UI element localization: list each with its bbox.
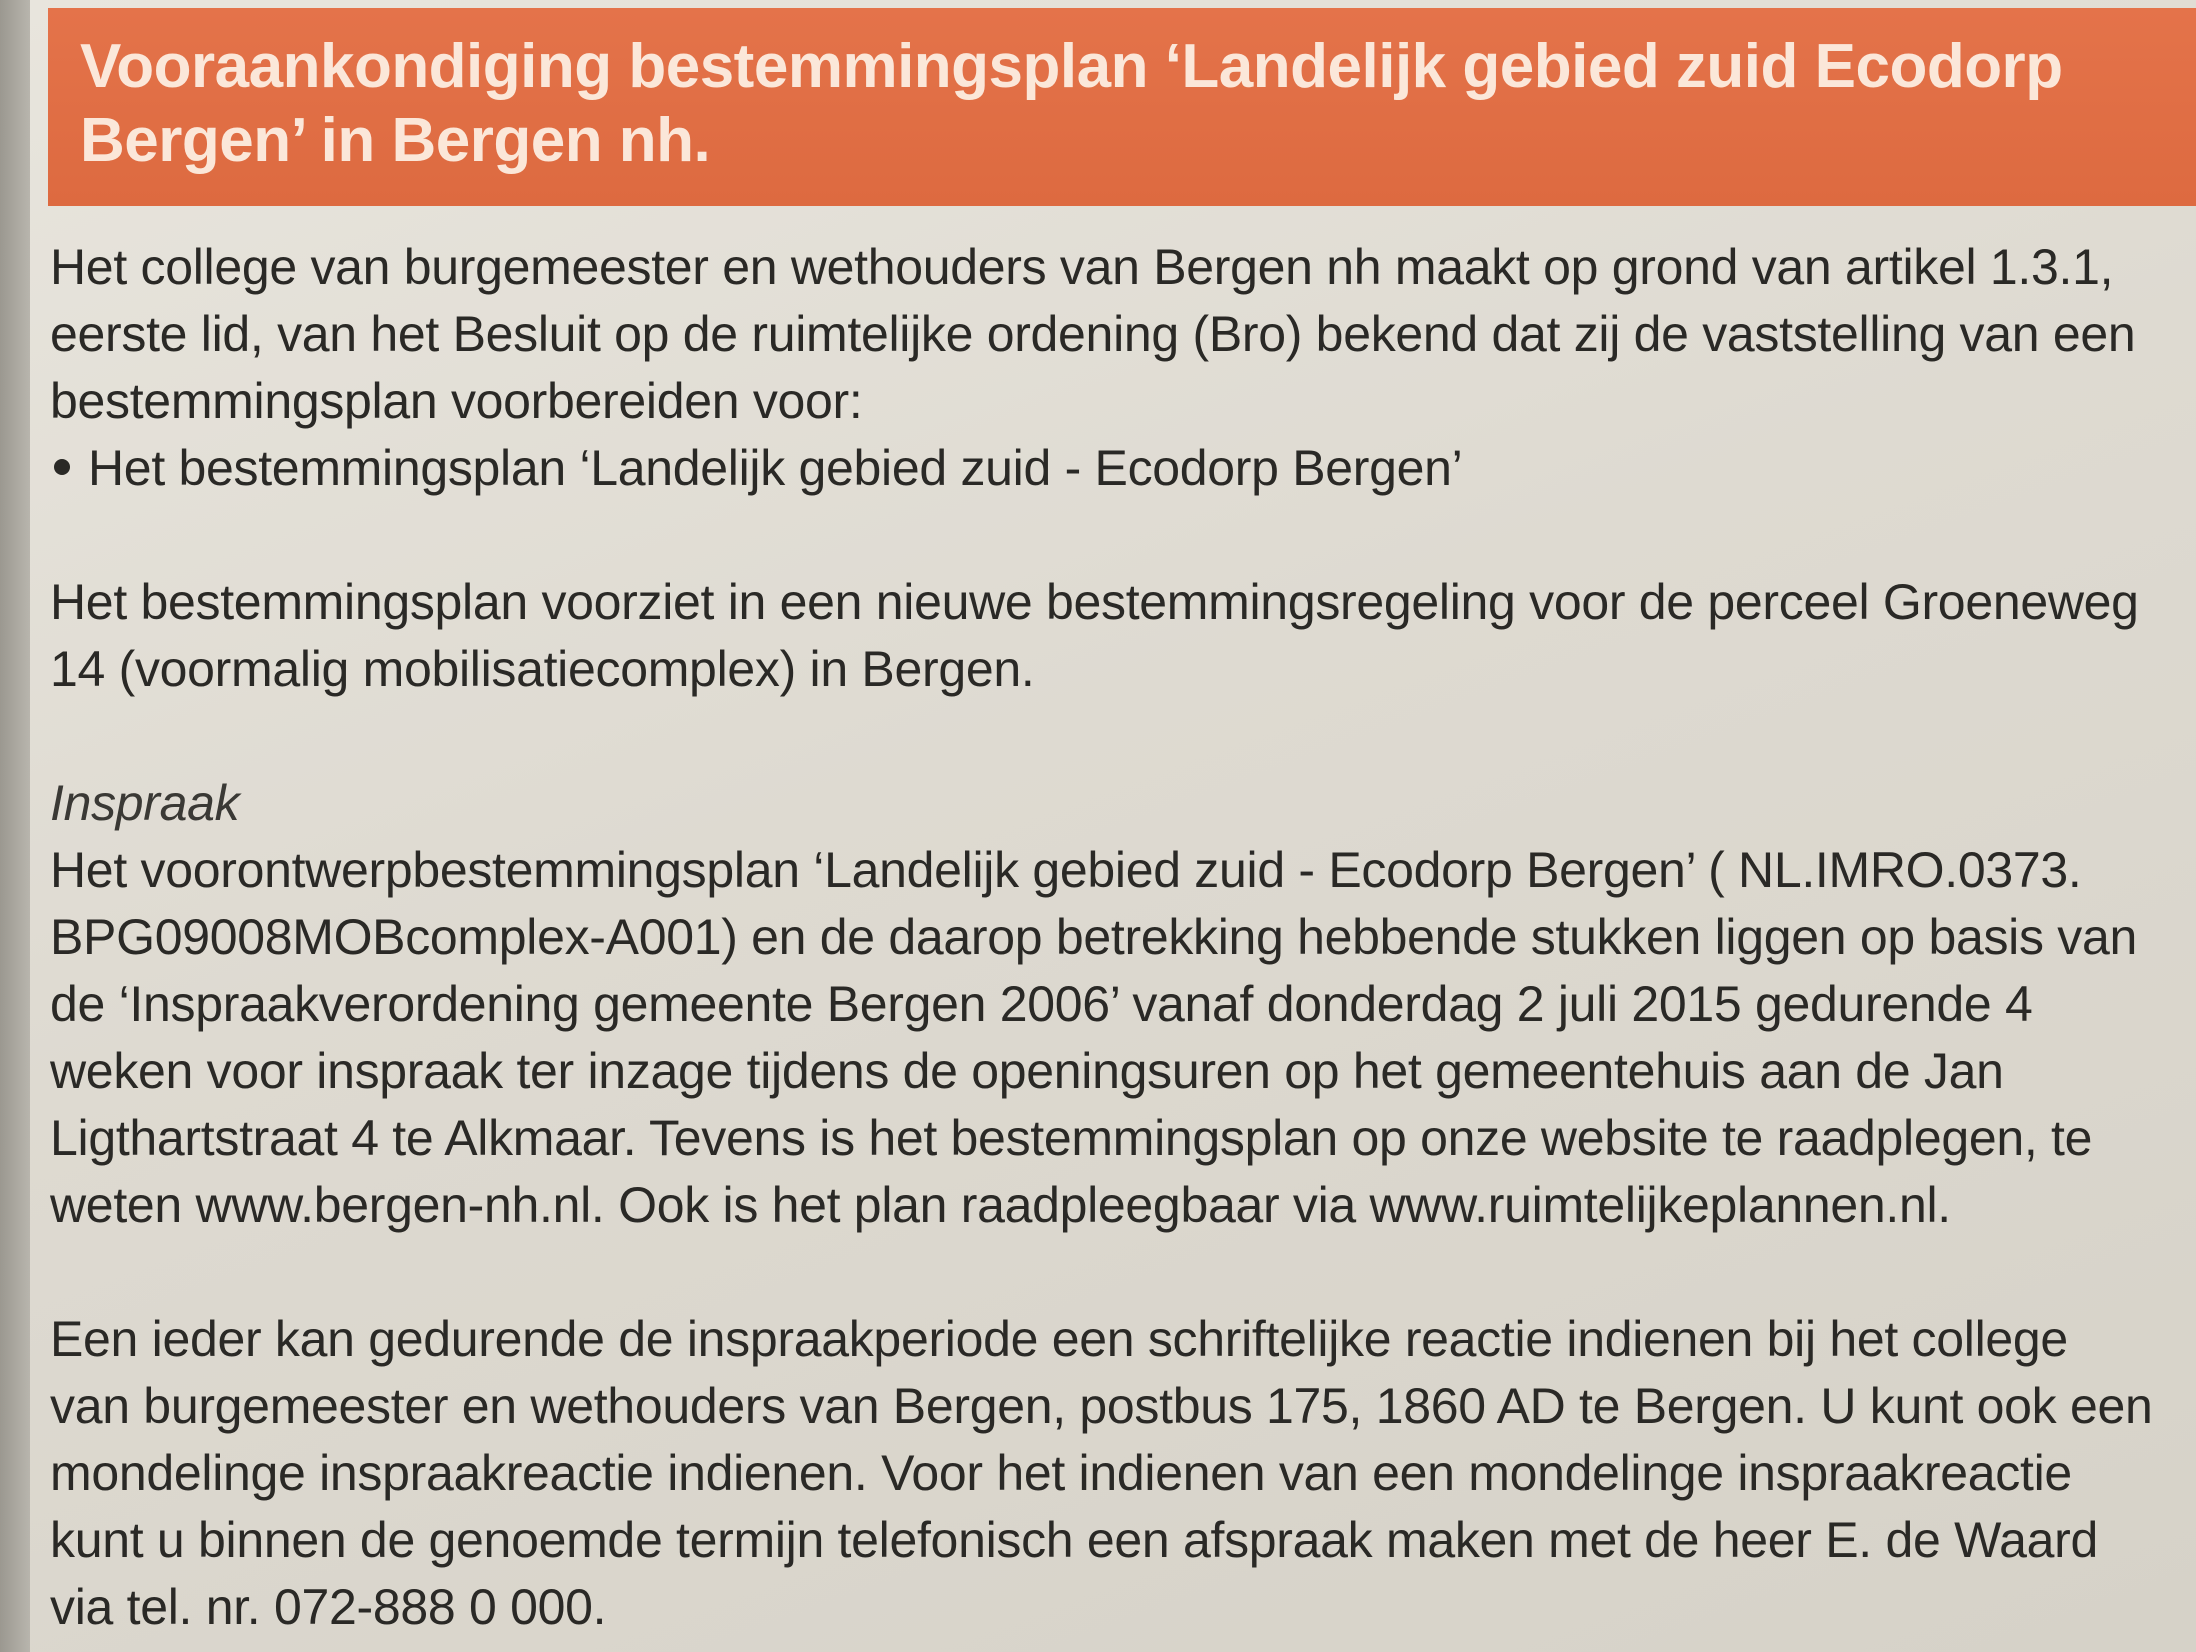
page-edge-shadow (0, 0, 30, 1652)
notice-body (50, 234, 2160, 1641)
paragraph-spacer (50, 1239, 2160, 1306)
notice-title: Vooraankondiging bestemmingsplan ‘Landelijk gebied zuid Ecodorp Bergen’ in Bergen nh. (80, 32, 2063, 175)
description-paragraph: Het bestemmingsplan voorziet in een nieuwe bestemmingsregeling voor de perceel Groeneweg 14 (voormalig mobilisatiecomplex) in Bergen. (50, 574, 2139, 697)
bullet-item-text: Het bestemmingsplan ‘Landelijk gebied zuid - Ecodorp Bergen’ (88, 440, 1463, 496)
bullet-dot-icon (54, 459, 70, 475)
bullet-item (50, 435, 2160, 502)
inspraak-paragraph: Het voorontwerpbestemmingsplan ‘Landelijk gebied zuid - Ecodorp Bergen’ ( NL.IMRO.0373. BPG09008MOBcomplex-A001) en de daarop betrekking hebbende stukken liggen op basis van de ‘Inspraakverordening gemeente Bergen 2006’ vanaf donderdag 2 juli 2015 gedurende 4 weken voor inspraak ter inzage tijdens de openingsuren op het gemeentehuis aan de Jan Ligthartstraat 4 te Alkmaar. Tevens is het bestemmingsplan op onze website te raadplegen, te weten www.bergen-nh.nl. Ook is het plan raadpleegbaar via www.ruimtelijkeplannen.nl. (50, 842, 2137, 1233)
inspraak-heading: Inspraak (50, 775, 240, 831)
notice-header-banner (48, 8, 2196, 206)
intro-paragraph: Het college van burgemeester en wethouders van Bergen nh maakt op grond van artikel 1.3.1, eerste lid, van het Besluit op de ruimtelijke ordening (Bro) bekend dat zij de vaststelling van een bestemmingsplan voorbereiden voor: (50, 239, 2136, 429)
paragraph-spacer (50, 502, 2160, 569)
reactie-paragraph: Een ieder kan gedurende de inspraakperiode een schriftelijke reactie indienen bij het college van burgemeester en wethouders van Bergen, postbus 175, 1860 AD te Bergen. U kunt ook een mondelinge inspraakreactie indienen. Voor het indienen van een mondelinge inspraakreactie kunt u binnen de genoemde termijn telefonisch een afspraak maken met de heer E. de Waard via tel. nr. 072-888 0 000. (50, 1311, 2153, 1635)
paragraph-spacer (50, 703, 2160, 770)
